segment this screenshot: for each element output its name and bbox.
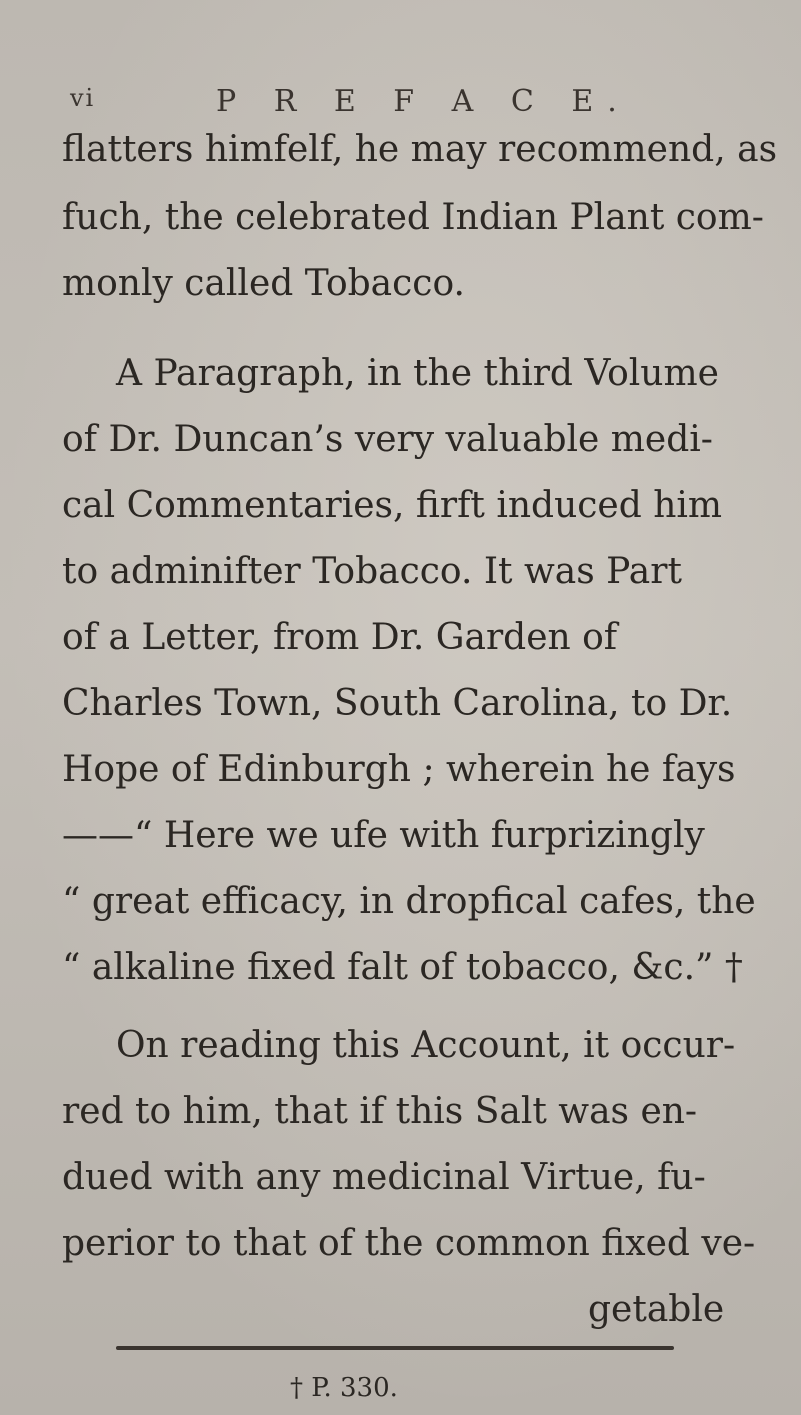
- text-line: ——“ Here we ufe with furprizingly: [62, 815, 705, 856]
- text-line: perior to that of the common fixed ve-: [62, 1223, 756, 1264]
- page-number: vi: [70, 84, 96, 112]
- page-header: [70, 84, 770, 124]
- text-line: flatters himfelf, he may recommend, as: [62, 129, 778, 170]
- catchword: getable: [588, 1289, 725, 1330]
- text-line: A Paragraph, in the third Volume: [116, 353, 719, 394]
- text-line: cal Commentaries, firft induced him: [62, 485, 723, 526]
- text-line: “ great efficacy, in dropfical cafes, the: [62, 881, 756, 922]
- text-line: to adminifter Tobacco. It was Part: [62, 551, 682, 592]
- text-line: fuch, the celebrated Indian Plant com-: [62, 197, 764, 238]
- running-head: P R E F A C E.: [216, 84, 631, 119]
- text-line: dued with any medicinal Virtue, fu-: [62, 1157, 706, 1198]
- text-line: Hope of Edinburgh ; wherein he fays: [62, 749, 736, 790]
- text-line: red to him, that if this Salt was en-: [62, 1091, 698, 1132]
- text-line: of a Letter, from Dr. Garden of: [62, 617, 618, 658]
- text-line: of Dr. Duncan’s very valuable medi-: [62, 419, 713, 460]
- footnote-rule: [116, 1346, 674, 1350]
- text-line: Charles Town, South Carolina, to Dr.: [62, 683, 733, 724]
- text-line: On reading this Account, it occur-: [116, 1025, 736, 1066]
- text-line: “ alkaline fixed falt of tobacco, &c.” †: [62, 947, 743, 988]
- text-line: monly called Tobacco.: [62, 263, 465, 304]
- footnote: † P. 330.: [290, 1373, 398, 1403]
